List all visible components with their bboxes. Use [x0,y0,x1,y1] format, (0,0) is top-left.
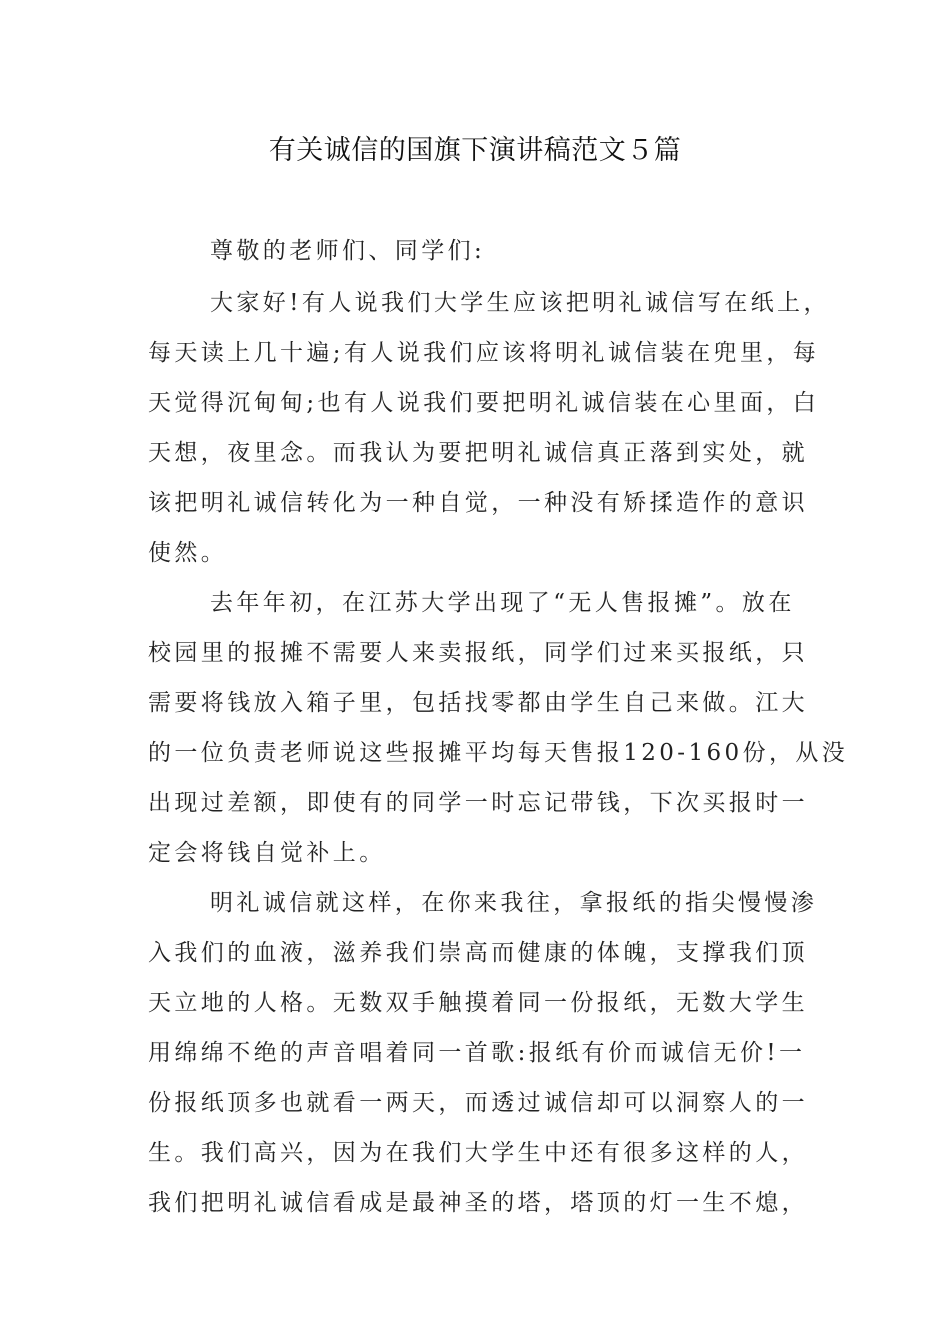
paragraph-3-line-6: 生。我们高兴，因为在我们大学生中还有很多这样的人， [148,1140,808,1166]
paragraph-2-line-1: 去年年初，在江苏大学出现了“无人售报摊”。放在 [210,590,795,616]
paragraph-3-line-4: 用绵绵不绝的声音唱着同一首歌:报纸有价而诚信无价!一 [148,1040,806,1066]
paragraph-1-line-2: 每天读上几十遍;有人说我们应该将明礼诚信装在兜里，每 [148,340,820,366]
paragraph-2-line-5: 出现过差额，即使有的同学一时忘记带钱，下次买报时一 [148,790,808,816]
paragraph-1-line-5: 该把明礼诚信转化为一种自觉，一种没有矫揉造作的意识 [148,490,808,516]
paragraph-1-line-6: 使然。 [148,540,228,566]
paragraph-2-line-2: 校园里的报摊不需要人来卖报纸，同学们过来买报纸，只 [148,640,808,666]
paragraph-1-line-4: 天想，夜里念。而我认为要把明礼诚信真正落到实处，就 [148,440,808,466]
document-title: 有关诚信的国旗下演讲稿范文５篇 [268,135,682,166]
salutation-line: 尊敬的老师们、同学们: [210,238,486,264]
paragraph-1-line-3: 天觉得沉甸甸;也有人说我们要把明礼诚信装在心里面，白 [148,390,820,416]
paragraph-2-line-4: 的一位负责老师说这些报摊平均每天售报120-160份，从没 [148,740,849,766]
paragraph-1-line-1: 大家好!有人说我们大学生应该把明礼诚信写在纸上， [210,290,830,316]
paragraph-2-line-3: 需要将钱放入箱子里，包括找零都由学生自己来做。江大 [148,690,808,716]
paragraph-2-line-6: 定会将钱自觉补上。 [148,840,386,866]
paragraph-3-line-1: 明礼诚信就这样，在你来我往，拿报纸的指尖慢慢渗 [210,890,818,916]
paragraph-3-line-5: 份报纸顶多也就看一两天，而透过诚信却可以洞察人的一 [148,1090,808,1116]
paragraph-3-line-2: 入我们的血液，滋养我们崇高而健康的体魄，支撑我们顶 [148,940,808,966]
paragraph-3-line-3: 天立地的人格。无数双手触摸着同一份报纸，无数大学生 [148,990,808,1016]
paragraph-3-line-7: 我们把明礼诚信看成是最神圣的塔，塔顶的灯一生不熄， [148,1190,808,1216]
